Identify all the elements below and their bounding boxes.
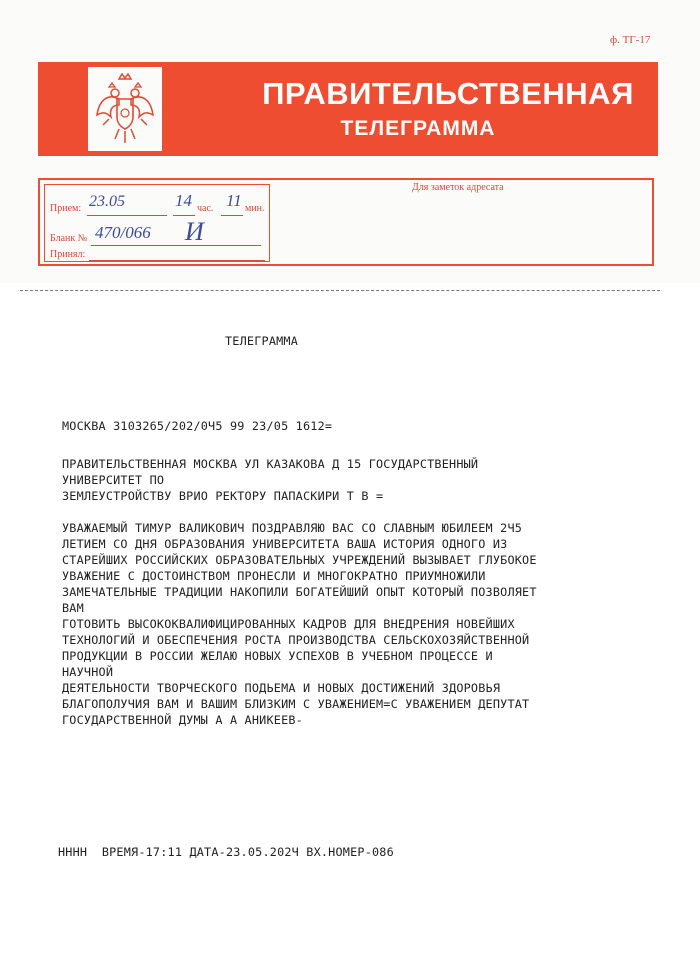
reception-fields — [44, 184, 270, 262]
address-line: ПРАВИТЕЛЬСТВЕННАЯ МОСКВА УЛ КАЗАКОВА Д 15 ГОСУДАРСТВЕННЫЙ — [62, 457, 479, 471]
body-line: УВАЖАЕМЫЙ ТИМУР ВАЛИКОВИЧ ПОЗДРАВЛЯЮ ВАС СО СЛАВНЫМ ЮБИЛЕЕМ 2Ч5 — [62, 521, 523, 535]
body-line: ТЕХНОЛОГИЙ И ОБЕСПЕЧЕНИЯ РОСТА ПРОИЗВОДСТВА СЕЛЬСКОХОЗЯЙСТВЕННОЙ — [62, 633, 530, 647]
message-body — [62, 520, 537, 728]
address-line: ЗЕМЛЕУСТРОЙСТВУ ВРИО РЕКТОРУ ПАПАСКИРИ Т В = — [62, 489, 384, 503]
addressee-notes-label: Для заметок адресата — [412, 182, 504, 193]
body-line: ГОТОВИТЬ ВЫСОКОКВАЛИФИЦИРОВАННЫХ КАДРОВ ДЛЯ ВНЕДРЕНИЯ НОВЕЙШИХ — [62, 617, 515, 631]
body-line: ПРОДУКЦИИ В РОССИИ ЖЕЛАЮ НОВЫХ УСПЕХОВ В УЧЕБНОМ ПРОЦЕССЕ И — [62, 649, 493, 663]
minute-value: 11 — [226, 191, 242, 210]
body-line: СТАРЕЙШИХ РОССИЙСКИХ ОБРАЗОВАТЕЛЬНЫХ УЧРЕЖДЕНИЙ ВЫЗЫВАЕТ ГЛУБОКОЕ — [62, 553, 537, 567]
received-date: 23.05 — [89, 193, 125, 210]
body-line: ВАМ — [62, 601, 84, 615]
blank-label: Бланк № — [50, 233, 88, 244]
form-code: ф. ТГ-17 — [610, 34, 651, 46]
address-line: УНИВЕРСИТЕТ ПО — [62, 473, 165, 487]
hour-unit: час. — [197, 203, 214, 214]
body-line: НАУЧНОЙ — [62, 665, 114, 679]
banner-title: ПРАВИТЕЛЬСТВЕННАЯ — [262, 76, 634, 111]
banner-subtitle: ТЕЛЕГРАММА — [340, 117, 496, 140]
body-line: ЛЕТИЕМ СО ДНЯ ОБРАЗОВАНИЯ УНИВЕРСИТЕТА ВАША ИСТОРИЯ ОДНОГО ИЗ — [62, 537, 508, 551]
header-banner — [38, 62, 658, 156]
routing-line: МОСКВА 3103265/202/0Ч5 99 23/05 1612= — [62, 419, 333, 433]
russian-coat-of-arms-icon — [88, 67, 162, 151]
body-line: ДЕЯТЕЛЬНОСТИ ТВОРЧЕСКОГО ПОДЬЕМА И НОВЫХ ДОСТИЖЕНИЙ ЗДОРОВЬЯ — [62, 681, 501, 695]
body-line: ГОСУДАРСТВЕННОЙ ДУМЫ А А АНИКЕЕВ- — [62, 713, 303, 727]
body-line: ЗАМЕЧАТЕЛЬНЫЕ ТРАДИЦИИ НАКОПИЛИ БОГАТЕЙШИЙ ОПЫТ КОТОРЫЙ ПОЗВОЛЯЕТ — [62, 585, 537, 599]
address-block — [62, 456, 478, 504]
blank-number: 470/066 — [95, 223, 151, 242]
tape-cut-line — [20, 290, 660, 291]
received-label: Прием: — [50, 203, 82, 214]
hour-value: 14 — [175, 191, 192, 210]
body-line: БЛАГОПОЛУЧИЯ ВАМ И ВАШИМ БЛИЗКИМ С УВАЖЕНИЕМ=С УВАЖЕНИЕМ ДЕПУТАТ — [62, 697, 530, 711]
footer-line: НННН ВРЕМЯ-17:11 ДАТА-23.05.202Ч ВХ.НОМЕР-086 — [58, 845, 394, 859]
minute-unit: мин. — [245, 203, 265, 214]
accepted-label: Принял: — [50, 249, 86, 260]
body-line: УВАЖЕНИЕ С ДОСТОИНСТВОМ ПРОНЕСЛИ И МНОГОКРАТНО ПРИУМНОЖИЛИ — [62, 569, 486, 583]
reception-box — [38, 178, 654, 266]
receiver-signature: И — [185, 217, 204, 246]
telegram-heading: ТЕЛЕГРАММА — [225, 334, 299, 348]
